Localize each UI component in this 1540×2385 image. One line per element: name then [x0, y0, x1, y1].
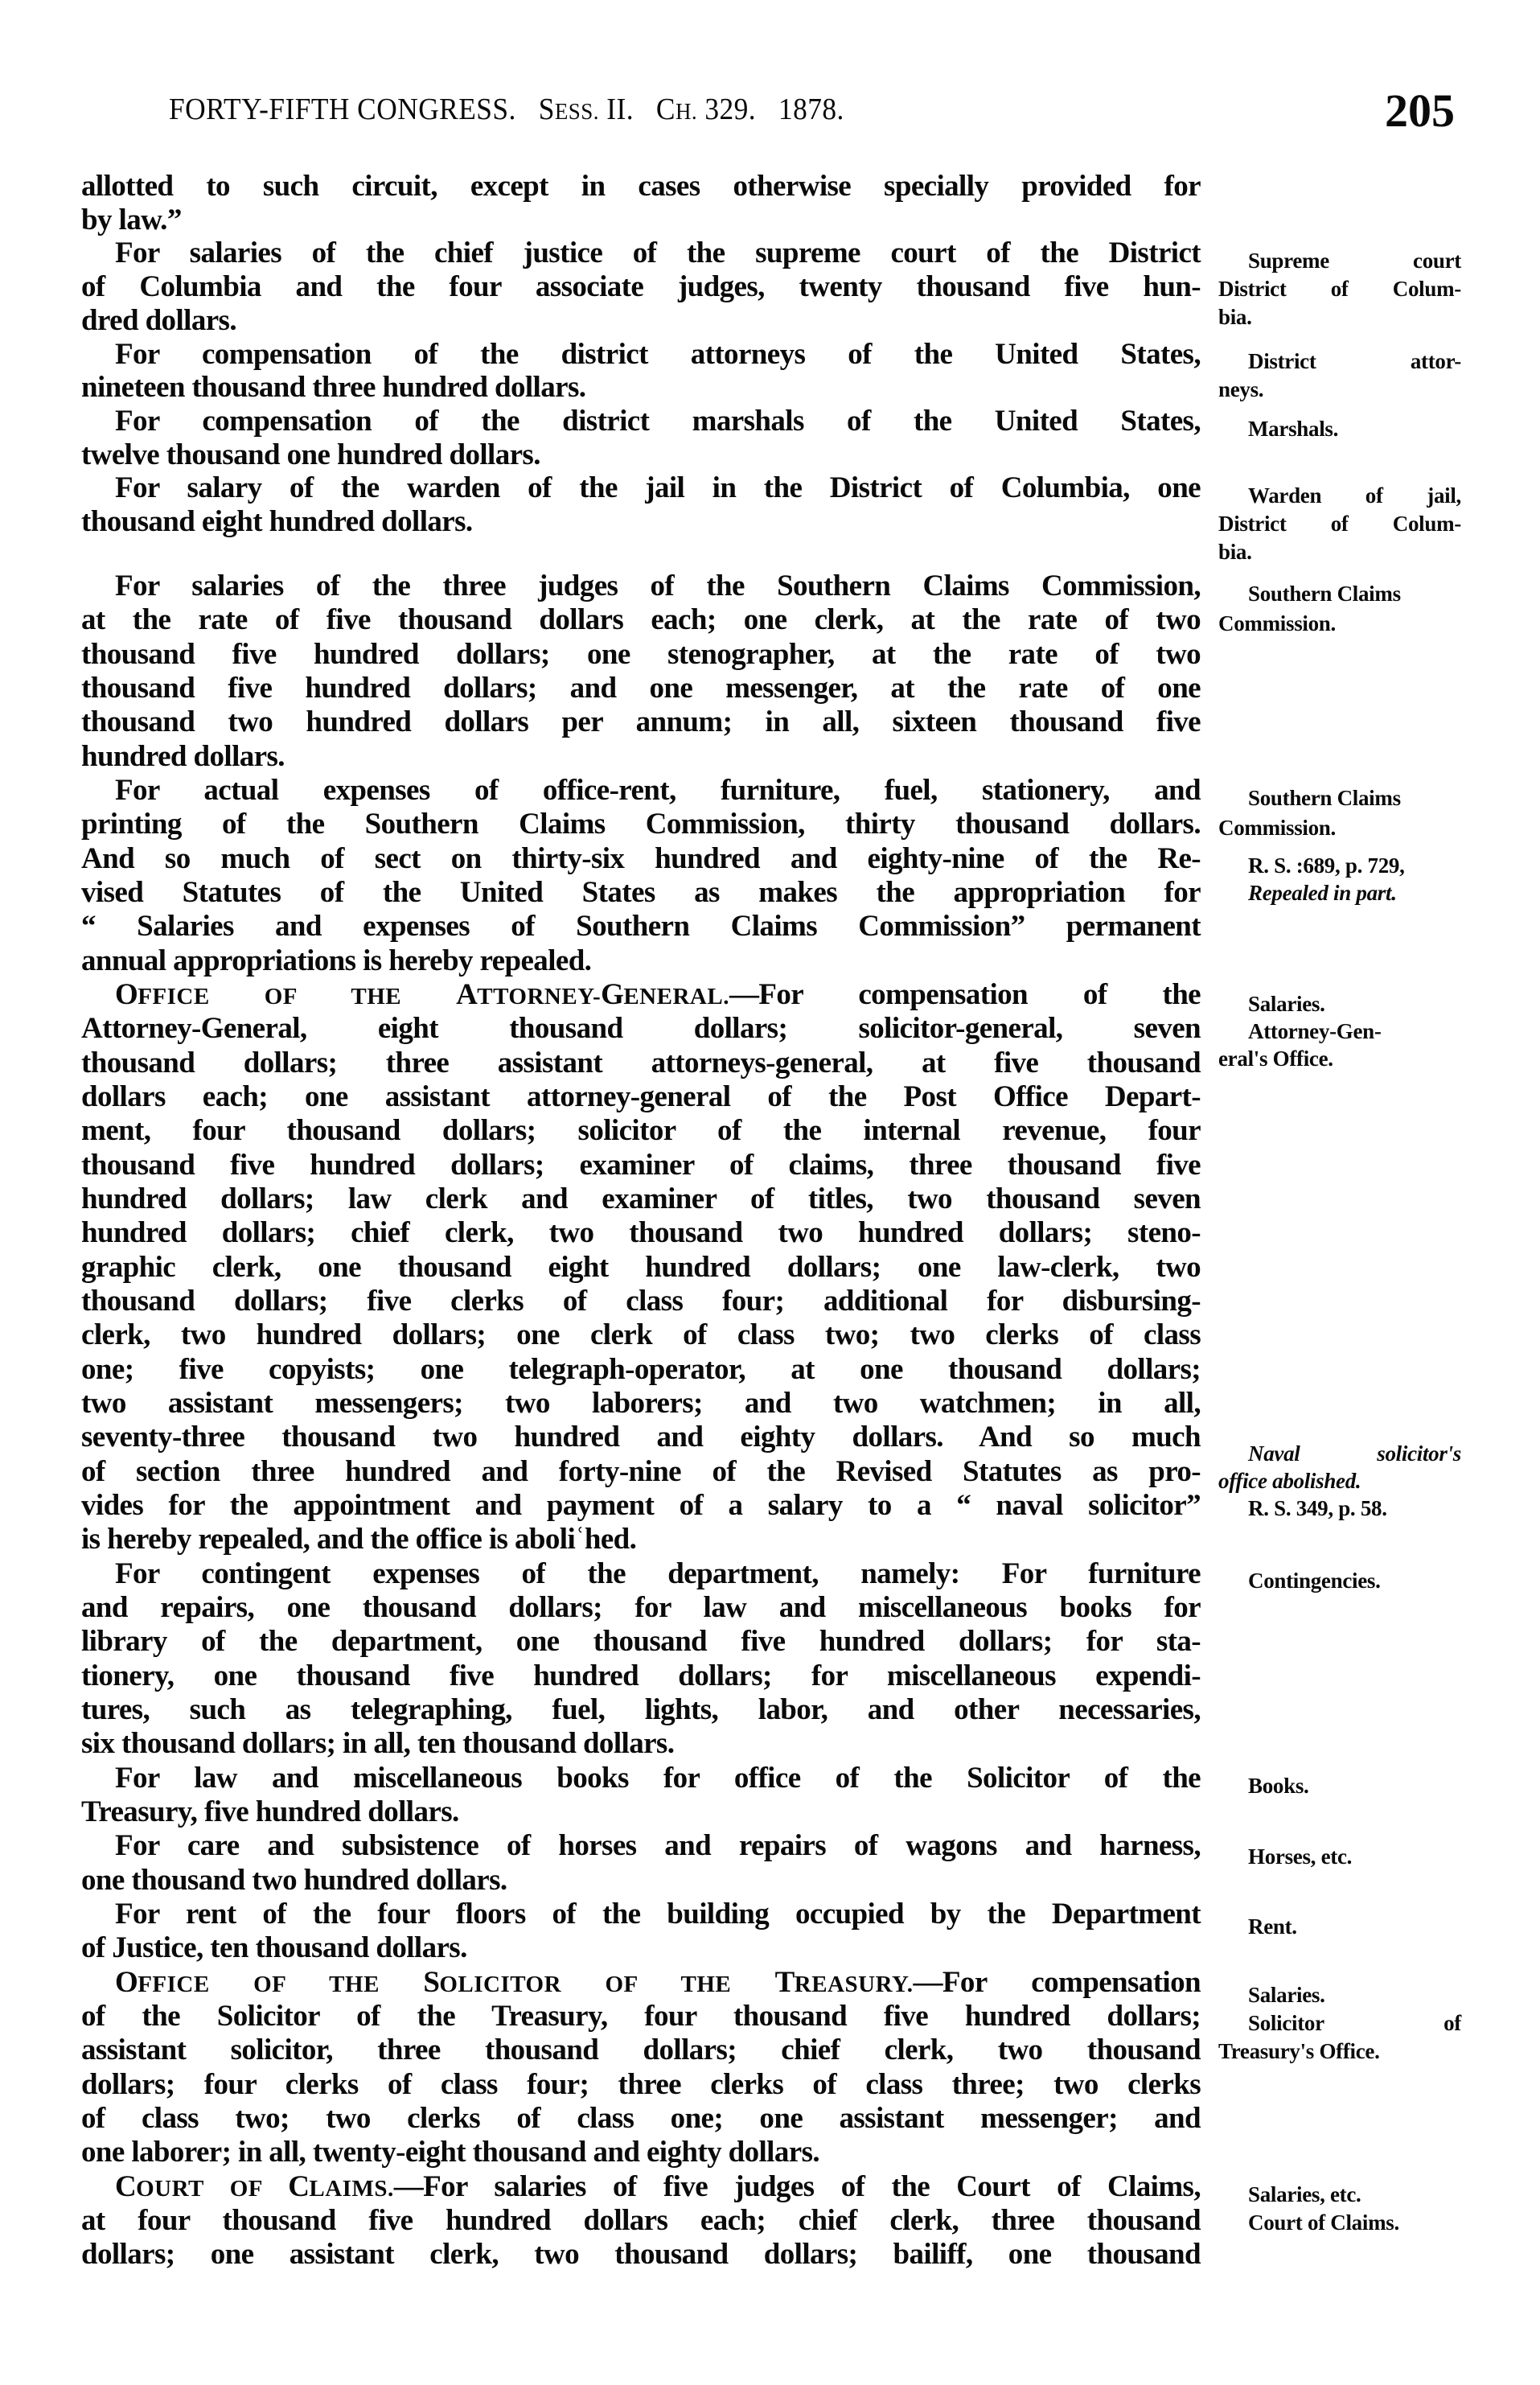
running-header — [169, 90, 1039, 129]
margin-note: Commission. — [1218, 816, 1336, 840]
margin-note: District of Colum- — [1218, 277, 1461, 301]
body-line: thousand dollars; five clerks of class four; additional for disbursing- — [81, 1285, 1201, 1318]
body-line: ment, four thousand dollars; solicitor of the internal revenue, four — [81, 1114, 1201, 1147]
body-line: by law.” — [81, 204, 182, 236]
body-line: thousand two hundred dollars per annum; in all, sixteen thousand five — [81, 705, 1201, 738]
margin-note: bia. — [1218, 305, 1252, 329]
body-line: dollars; one assistant clerk, two thousand dollars; bailiff, one thousand — [81, 2238, 1201, 2271]
body-line: graphic clerk, one thousand eight hundred dollars; one law-clerk, two — [81, 1251, 1201, 1284]
body-line: thousand dollars; three assistant attorneys-general, at five thousand — [81, 1047, 1201, 1079]
body-line: of Columbia and the four associate judges, twenty thousand five hun- — [81, 270, 1201, 303]
body-line: of Justice, ten thousand dollars. — [81, 1931, 467, 1964]
section-heading-court-of-claims: COURT OF CLAIMS. — [115, 2170, 394, 2203]
body-line: of the Solicitor of the Treasury, four thousand five hundred dollars; — [81, 2000, 1201, 2033]
margin-note: bia. — [1218, 540, 1252, 564]
margin-note: eral's Office. — [1218, 1047, 1333, 1071]
margin-note: Southern Claims — [1248, 786, 1401, 810]
margin-note: Books. — [1248, 1774, 1309, 1798]
margin-note: Warden of jail, — [1248, 483, 1461, 508]
body-line: twelve thousand one hundred dollars. — [81, 438, 540, 471]
margin-note: Marshals. — [1248, 417, 1339, 441]
margin-note: Treasury's Office. — [1218, 2039, 1380, 2063]
margin-note: neys. — [1218, 377, 1264, 401]
margin-note: Court of Claims. — [1248, 2210, 1399, 2235]
body-line: For salaries of the chief justice of the supreme court of the District — [115, 236, 1201, 269]
body-line: allotted to such circuit, except in cases otherwise specially provided for — [81, 170, 1201, 203]
body-line: vised Statutes of the United States as makes the appropriation for — [81, 876, 1201, 909]
body-line: And so much of sect on thirty-six hundred and eighty-nine of the Re- — [81, 842, 1201, 875]
body-line: vides for the appointment and payment of a salary to a “ naval solicitor” — [81, 1489, 1201, 1522]
body-line: For compensation of the district marshals of the United States, — [115, 405, 1201, 438]
body-line: For contingent expenses of the department, namely: For furniture — [115, 1557, 1201, 1590]
body-line: For actual expenses of office-rent, furniture, fuel, stationery, and — [115, 774, 1201, 807]
margin-note: Supreme court — [1248, 249, 1461, 273]
margin-note: Salaries. — [1248, 992, 1325, 1016]
body-line: Attorney-General, eight thousand dollars; solicitor-general, seven — [81, 1012, 1201, 1045]
body-line: one; five copyists; one telegraph-operator, at one thousand dollars; — [81, 1353, 1201, 1386]
body-line: For care and subsistence of horses and repairs of wagons and harness, — [115, 1829, 1201, 1862]
session-label: SESS. II. — [538, 93, 634, 126]
body-line: hundred dollars; law clerk and examiner of titles, two thousand seven — [81, 1182, 1201, 1215]
body-line: thousand five hundred dollars; examiner of claims, three thousand five — [81, 1149, 1201, 1182]
body-line: dollars each; one assistant attorney-general of the Post Office Depart- — [81, 1080, 1201, 1113]
body-line: seventy-three thousand two hundred and eighty dollars. And so much — [81, 1421, 1201, 1454]
body-line: tionery, one thousand five hundred dollars; for miscellaneous expendi- — [81, 1659, 1201, 1692]
margin-note: District of Colum- — [1218, 512, 1461, 536]
margin-note: Repealed in part. — [1248, 881, 1397, 905]
margin-note: Rent. — [1248, 1914, 1297, 1939]
margin-note-citation: R. S. :689, p. 729, — [1248, 853, 1405, 878]
margin-note-citation: R. S. 349, p. 58. — [1248, 1496, 1387, 1520]
body-line: and repairs, one thousand dollars; for law and miscellaneous books for — [81, 1591, 1201, 1624]
body-line: assistant solicitor, three thousand dollars; chief clerk, two thousand — [81, 2033, 1201, 2066]
section-heading-line-solicitor-treasury: OFFICE OF THE SOLICITOR OF THE TREASURY.—For compensation — [115, 1966, 1201, 1999]
margin-note: District attor- — [1248, 349, 1461, 373]
section-heading-solicitor-treasury: OFFICE OF THE SOLICITOR OF THE TREASURY. — [115, 1966, 914, 1999]
body-line: tures, such as telegraphing, fuel, lights, labor, and other necessaries, — [81, 1693, 1201, 1726]
section-heading-line-attorney-general: OFFICE OF THE ATTORNEY-GENERAL.—For compensation of the — [115, 978, 1201, 1011]
margin-note: Salaries, etc. — [1248, 2182, 1361, 2206]
body-line: printing of the Southern Claims Commission, thirty thousand dollars. — [81, 808, 1201, 841]
margin-note: Southern Claims — [1248, 582, 1401, 606]
body-line: dollars; four clerks of class four; three clerks of class three; two clerks — [81, 2068, 1201, 2101]
body-line: of class two; two clerks of class one; one assistant messenger; and — [81, 2102, 1201, 2135]
section-heading-attorney-general: OFFICE OF THE ATTORNEY-GENERAL. — [115, 978, 729, 1011]
body-line: Treasury, five hundred dollars. — [81, 1795, 459, 1828]
margin-note: Attorney-Gen- — [1248, 1019, 1382, 1043]
margin-note: Salaries. — [1248, 1983, 1325, 2007]
body-line: For rent of the four floors of the building occupied by the Department — [115, 1898, 1201, 1931]
year-label: 1878. — [778, 93, 844, 126]
body-line: one laborer; in all, twenty-eight thousand and eighty dollars. — [81, 2136, 820, 2169]
body-line: thousand five hundred dollars; and one messenger, at the rate of one — [81, 672, 1201, 705]
body-line: thousand five hundred dollars; one stenographer, at the rate of two — [81, 638, 1201, 671]
margin-note: Naval solicitor's — [1248, 1441, 1461, 1466]
margin-note: Commission. — [1218, 611, 1336, 635]
body-line: of section three hundred and forty-nine of the Revised Statutes as pro- — [81, 1455, 1201, 1488]
body-line: at the rate of five thousand dollars each; one clerk, at the rate of two — [81, 603, 1201, 636]
body-line: is hereby repealed, and the office is aboliʿhed. — [81, 1523, 637, 1556]
body-line: dred dollars. — [81, 304, 236, 337]
body-line: For law and miscellaneous books for office of the Solicitor of the — [115, 1762, 1201, 1795]
body-line: hundred dollars. — [81, 740, 285, 773]
page-number: 205 — [1385, 84, 1455, 137]
body-line: annual appropriations is hereby repealed. — [81, 944, 592, 977]
body-line: hundred dollars; chief clerk, two thousand two hundred dollars; steno- — [81, 1216, 1201, 1249]
body-line: thousand eight hundred dollars. — [81, 505, 473, 538]
margin-note: Contingencies. — [1248, 1569, 1381, 1593]
body-line: at four thousand five hundred dollars each; chief clerk, three thousand — [81, 2204, 1201, 2237]
body-line: clerk, two hundred dollars; one clerk of class two; two clerks of class — [81, 1318, 1201, 1351]
body-line: For salary of the warden of the jail in the District of Columbia, one — [115, 471, 1201, 504]
margin-note: Solicitor of — [1248, 2011, 1461, 2035]
section-heading-line-court-of-claims: COURT OF CLAIMS.—For salaries of five judges of the Court of Claims, — [115, 2170, 1201, 2203]
body-line: two assistant messengers; two laborers; and two watchmen; in all, — [81, 1387, 1201, 1420]
body-line: “ Salaries and expenses of Southern Claims Commission” permanent — [81, 910, 1201, 943]
body-line: six thousand dollars; in all, ten thousand dollars. — [81, 1727, 675, 1760]
body-line: For compensation of the district attorneys of the United States, — [115, 338, 1201, 371]
margin-note: Horses, etc. — [1248, 1844, 1353, 1869]
body-line: one thousand two hundred dollars. — [81, 1864, 507, 1897]
body-line: library of the department, one thousand five hundred dollars; for sta- — [81, 1625, 1201, 1658]
body-line: nineteen thousand three hundred dollars. — [81, 371, 586, 404]
chapter-label: CH. 329. — [655, 93, 757, 126]
body-line: For salaries of the three judges of the Southern Claims Commission, — [115, 570, 1201, 602]
margin-note: office abolished. — [1218, 1469, 1361, 1493]
congress-title: FORTY-FIFTH CONGRESS. — [169, 93, 516, 126]
